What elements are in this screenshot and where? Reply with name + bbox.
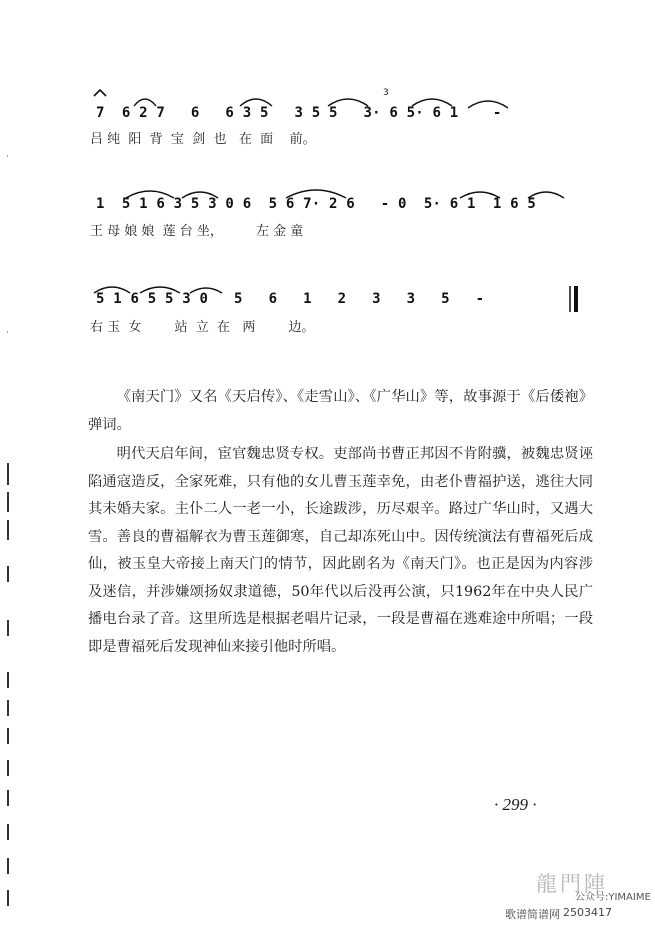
margin-tick xyxy=(7,463,9,485)
margin-tick xyxy=(7,672,9,688)
scan-speck: · xyxy=(6,328,9,338)
margin-tick xyxy=(7,824,9,840)
triplet-mark: 3 xyxy=(383,88,389,98)
intro-paragraph: 《南天门》又名《天启传》、《走雪山》、《广华山》等，故事源于《后倭袍》弹词。 xyxy=(88,389,593,433)
breath-mark xyxy=(94,90,106,96)
notes-row-1: 7 6 2 7 6 6 3 5 3 5 5 3· 6 5· 6 1 - xyxy=(96,105,502,121)
lyrics-row-2: 王 母 娘 娘 莲 台 坐， 左 金 童 xyxy=(90,224,304,239)
margin-tick xyxy=(7,728,9,744)
lyrics-row-3: 右 玉 女 站 立 在 两 边。 xyxy=(90,320,315,335)
background-paragraph: 明代天启年间，宦官魏忠贤专权。吏部尚书曹正邦因不肯附骥，被魏忠贤诬陷通寇造反，全家死难，只有他的女儿曹玉莲幸免，由老仆曹福护送，逃往大同其未婚夫家。主仆二人一老一小，长途跋涉，历尽艰辛。路过广华山时，又遇大雪。善良的曹福解衣为曹玉莲御寒，自己却冻死山中。因传统演法有曹福死后成仙，被玉皇大帝接上南天门的情节，因此剧名为《南天门》。也正是因为内容涉及迷信，并涉嫌颂扬奴隶道德，50年代以后没再公演，只1962年在中央人民广播电台录了音。这里所选是根据老唱片记录，一段是曹福在逃难途中所唱；一段即是曹福死后发现神仙来接引他时所唱。 xyxy=(88,446,593,655)
margin-tick xyxy=(7,566,9,582)
margin-tick xyxy=(7,890,9,906)
margin-tick xyxy=(7,520,9,540)
page-number: · 299 · xyxy=(494,795,537,814)
lyrics-row-1: 吕 纯 阳 背 宝 剑 也 在 面 前。 xyxy=(90,132,316,147)
margin-tick xyxy=(7,790,9,806)
margin-tick xyxy=(7,760,9,776)
notes-row-3: 5 1 6 5 5 3 0 5 6 1 2 3 3 5 - xyxy=(96,291,485,307)
footer-site-name: 歌谱简谱网 xyxy=(505,908,560,921)
scan-speck: · xyxy=(6,152,9,162)
margin-tick xyxy=(7,620,9,636)
margin-tick xyxy=(7,858,9,874)
footer-id: 2503417 xyxy=(563,906,612,919)
watermark-url: 公众号:YIMAIME xyxy=(575,892,651,903)
final-barline xyxy=(568,284,580,314)
notes-row-2: 1 5 1 6 3 5 3 0 6 5 6 7· 2 6 - 0 5· 6 1 1 6 5 xyxy=(96,196,537,212)
margin-tick xyxy=(7,492,9,512)
watermark-logo: 龍門陣 xyxy=(536,872,608,896)
margin-tick xyxy=(7,700,9,716)
